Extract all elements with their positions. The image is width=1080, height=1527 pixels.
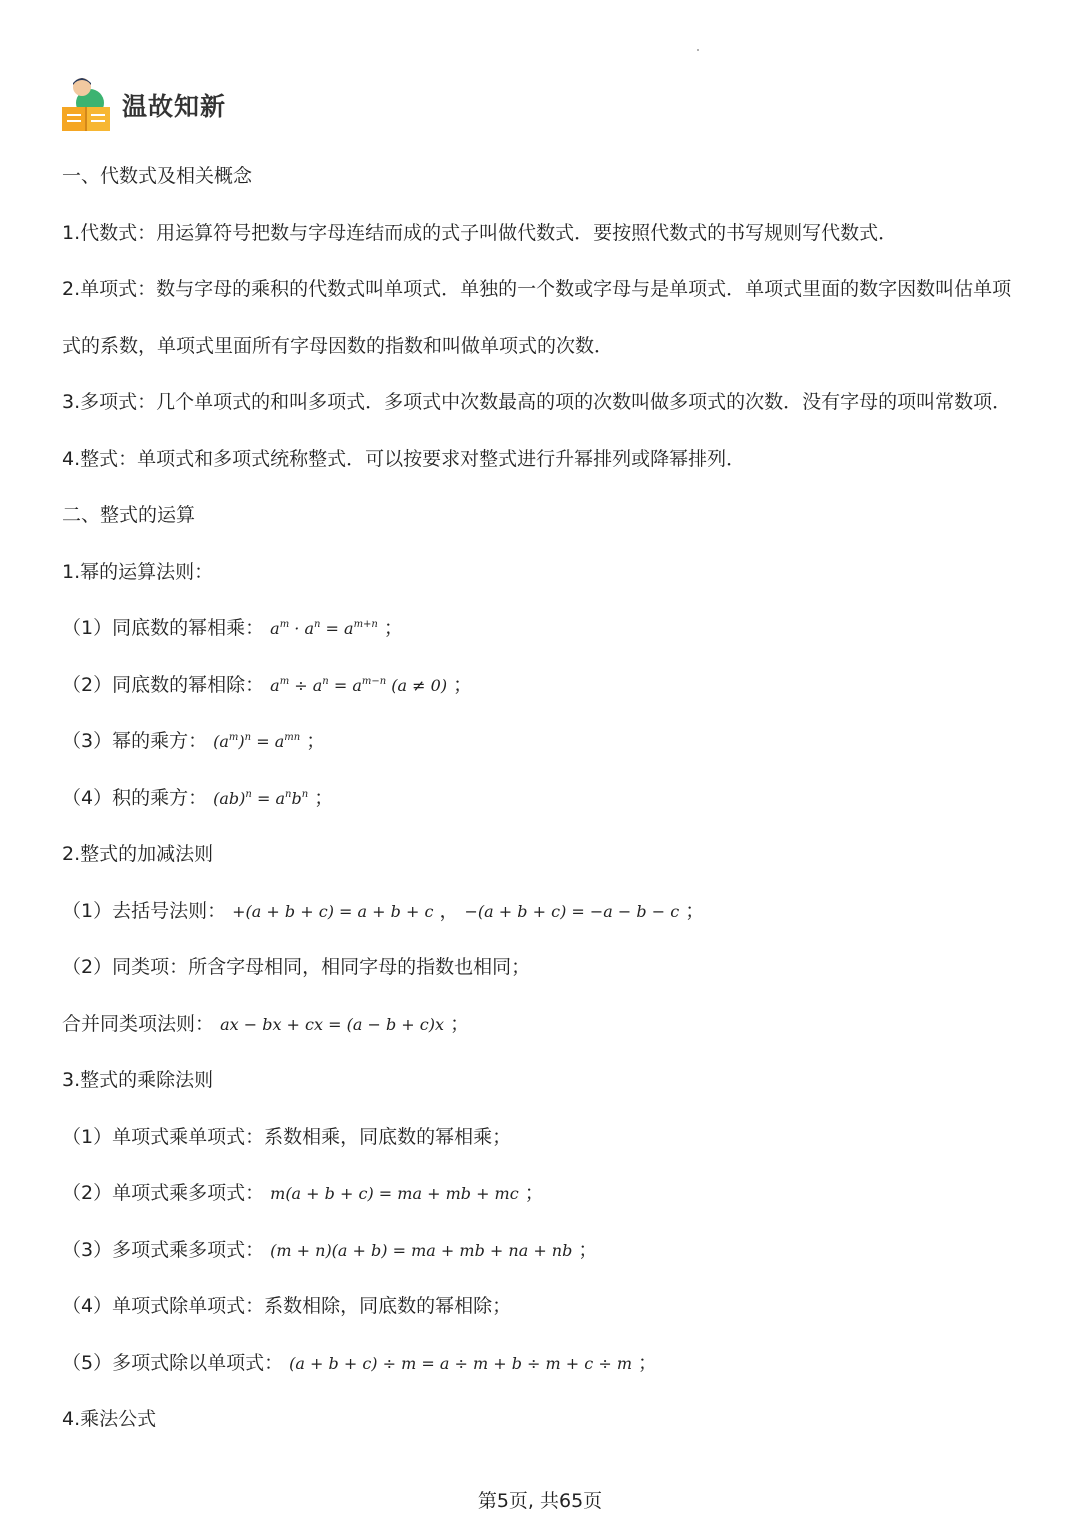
heading-power-rules: 1.幂的运算法则： (62, 561, 214, 583)
heading-algebraic-expressions: 一、代数式及相关概念 (62, 165, 253, 187)
formula-bracket-plus: +(a + b + c) = a + b + c (232, 902, 434, 921)
page-number: 第5页, 共65页 (477, 1490, 603, 1512)
formula-power-of-power: $(a^m)^n = a^{mn}$ (213, 732, 301, 751)
formula-power-of-product: $(ab)^n = a^nb^n$ (213, 789, 309, 808)
formula-poly-div-mono: (a + b + c) ÷ m = a ÷ m + b ÷ m + c ÷ m (289, 1354, 632, 1373)
rule-power-of-power: （3）幂的乘方： $(a^m)^n = a^{mn}$ ； (62, 730, 326, 752)
formula-combine-like-terms: ax − bx + cx = (a − b + c)x (220, 1015, 445, 1034)
rule-remove-brackets: （1）去括号法则： +(a + b + c) = a + b + c ， −(a + b + c) = −a − b − c ； (62, 900, 705, 922)
definition-monomial-line2: 式的系数，单项式里面所有字母因数的指数和叫做单项式的次数． (62, 335, 614, 357)
rule-mono-times-mono: （1）单项式乘单项式：系数相乘，同底数的幂相乘； (62, 1126, 512, 1148)
formula-poly-times-poly: (m + n)(a + b) = ma + mb + na + nb (270, 1241, 573, 1260)
reading-student-icon (60, 75, 112, 135)
definition-algebraic-expression: 1.代数式：用运算符号把数与字母连结而成的式子叫做代数式．要按照代数式的书写规则写代数式． (62, 222, 898, 244)
rule-poly-times-poly: （3）多项式乘多项式： (m + n)(a + b) = ma + mb + na + nb ； (62, 1239, 598, 1261)
rule-power-of-product: （4）积的乘方： $(ab)^n = a^nb^n$ ； (62, 787, 334, 809)
rule-poly-div-mono: （5）多项式除以单项式： (a + b + c) ÷ m = a ÷ m + b ÷ m + c ÷ m ； (62, 1352, 658, 1374)
rule-same-base-multiply: （1）同底数的幂相乘： $a^m \cdot a^n = a^{m+n}$ ； (62, 617, 403, 639)
scan-speck (697, 49, 699, 51)
rule-mono-times-poly: （2）单项式乘多项式： m(a + b + c) = ma + mb + mc ； (62, 1182, 544, 1204)
formula-same-base-multiply: $a^m \cdot a^n = a^{m+n}$ (270, 619, 378, 638)
rule-same-base-divide: （2）同底数的幂相除： $a^m \div a^n = a^{m-n}$ (a ≠ 0) ； (62, 674, 473, 696)
formula-bracket-minus: −(a + b + c) = −a − b − c (464, 902, 680, 921)
formula-mono-times-poly: m(a + b + c) = ma + mb + mc (270, 1184, 519, 1203)
definition-polynomial: 3.多项式：几个单项式的和叫多项式．多项式中次数最高的项的次数叫做多项式的次数．没有字母的项叫常数项． (62, 391, 1012, 413)
rule-combine-like-terms: 合并同类项法则： ax − bx + cx = (a − b + c)x ； (62, 1013, 470, 1035)
definition-like-terms: （2）同类项：所含字母相同，相同字母的指数也相同； (62, 956, 531, 978)
heading-operations: 二、整式的运算 (62, 504, 196, 526)
section-header (60, 70, 226, 140)
definition-monomial-line1: 2.单项式：数与字母的乘积的代数式叫单项式．单独的一个数或字母与是单项式．单项式里面的数字因数叫估单项 (62, 278, 1012, 300)
heading-multiplication-formulas: 4.乘法公式 (62, 1408, 157, 1430)
heading-add-subtract: 2.整式的加减法则 (62, 843, 214, 865)
section-title: 温故知新 (122, 92, 227, 121)
heading-multiply-divide: 3.整式的乘除法则 (62, 1069, 214, 1091)
formula-same-base-divide: $a^m \div a^n = a^{m-n}$ (a ≠ 0) (270, 676, 448, 695)
definition-integral-expression: 4.整式：单项式和多项式统称整式．可以按要求对整式进行升幂排列或降幂排列． (62, 448, 746, 470)
rule-mono-div-mono: （4）单项式除单项式：系数相除，同底数的幂相除； (62, 1295, 512, 1317)
